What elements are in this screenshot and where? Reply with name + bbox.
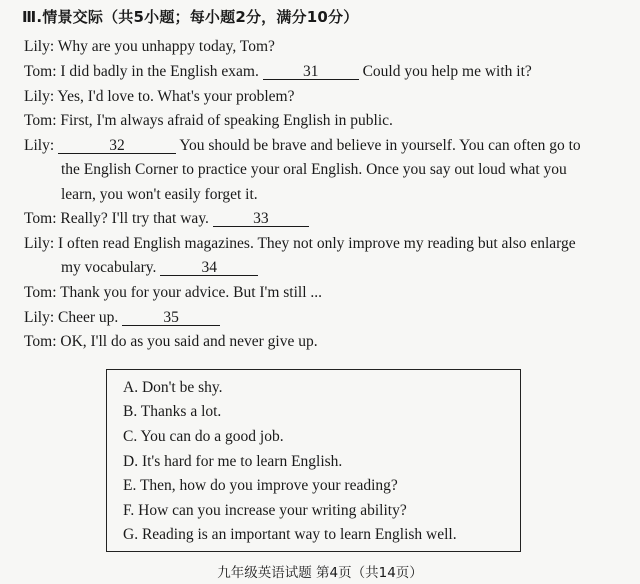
- answer-blank-35[interactable]: 35: [122, 310, 220, 326]
- dialogue-line: [61, 161, 567, 179]
- dialogue-text: Lily: Why are you unhappy today, Tom?: [24, 38, 275, 55]
- dialogue-text: You should be brave and believe in yourself. You can often go to: [176, 137, 581, 154]
- option-e: E. Then, how do you improve your reading?: [123, 477, 398, 494]
- dialogue-text: Lily: Yes, I'd love to. What's your problem?: [24, 88, 295, 105]
- option-c: C. You can do a good job.: [123, 428, 284, 445]
- dialogue-line: [24, 112, 393, 130]
- dialogue-text: Tom: Really? I'll try that way.: [24, 210, 213, 227]
- answer-blank-33[interactable]: 33: [213, 211, 309, 227]
- dialogue-line: [24, 88, 295, 106]
- answer-blank-31[interactable]: 31: [263, 64, 359, 80]
- dialogue-text: Lily:: [24, 137, 59, 154]
- dialogue-text: learn, you won't easily forget it.: [61, 186, 258, 203]
- page-footer: 九年级英语试题 第4页（共14页）: [217, 565, 423, 581]
- dialogue-text: Lily: I often read English magazines. They not only improve my reading but also enlarge: [24, 235, 576, 252]
- dialogue-line: [24, 210, 309, 228]
- dialogue-line: [24, 333, 318, 351]
- option-f: F. How can you increase your writing ability?: [123, 502, 407, 519]
- dialogue-line: [24, 309, 220, 327]
- section-title: Ⅲ.情景交际（共5小题；每小题2分，满分10分）: [22, 8, 359, 26]
- option-d: D. It's hard for me to learn English.: [123, 453, 343, 470]
- dialogue-text: the English Corner to practice your oral English. Once you say out loud what you: [61, 161, 567, 178]
- dialogue-text: Lily: Cheer up.: [24, 309, 123, 326]
- dialogue-text: my vocabulary.: [61, 259, 161, 276]
- option-g: G. Reading is an important way to learn English well.: [123, 526, 457, 543]
- dialogue-text: Tom: First, I'm always afraid of speaking English in public.: [24, 112, 393, 129]
- dialogue-text: Could you help me with it?: [358, 63, 532, 80]
- dialogue-text: Tom: I did badly in the English exam.: [24, 63, 263, 80]
- dialogue-line: [24, 63, 532, 81]
- dialogue-text: Tom: Thank you for your advice. But I'm still ...: [24, 284, 323, 301]
- dialogue-line: [24, 137, 581, 155]
- dialogue-line: [61, 259, 258, 277]
- option-b: B. Thanks a lot.: [123, 403, 222, 420]
- dialogue-text: Tom: OK, I'll do as you said and never give up.: [24, 333, 318, 350]
- dialogue-line: [24, 235, 576, 253]
- dialogue-line: [61, 186, 258, 204]
- dialogue-line: [24, 38, 275, 56]
- options-box: [106, 369, 521, 552]
- answer-blank-32[interactable]: 32: [58, 138, 176, 154]
- dialogue-line: [24, 284, 322, 302]
- answer-blank-34[interactable]: 34: [160, 260, 258, 276]
- option-a: A. Don't be shy.: [123, 379, 223, 396]
